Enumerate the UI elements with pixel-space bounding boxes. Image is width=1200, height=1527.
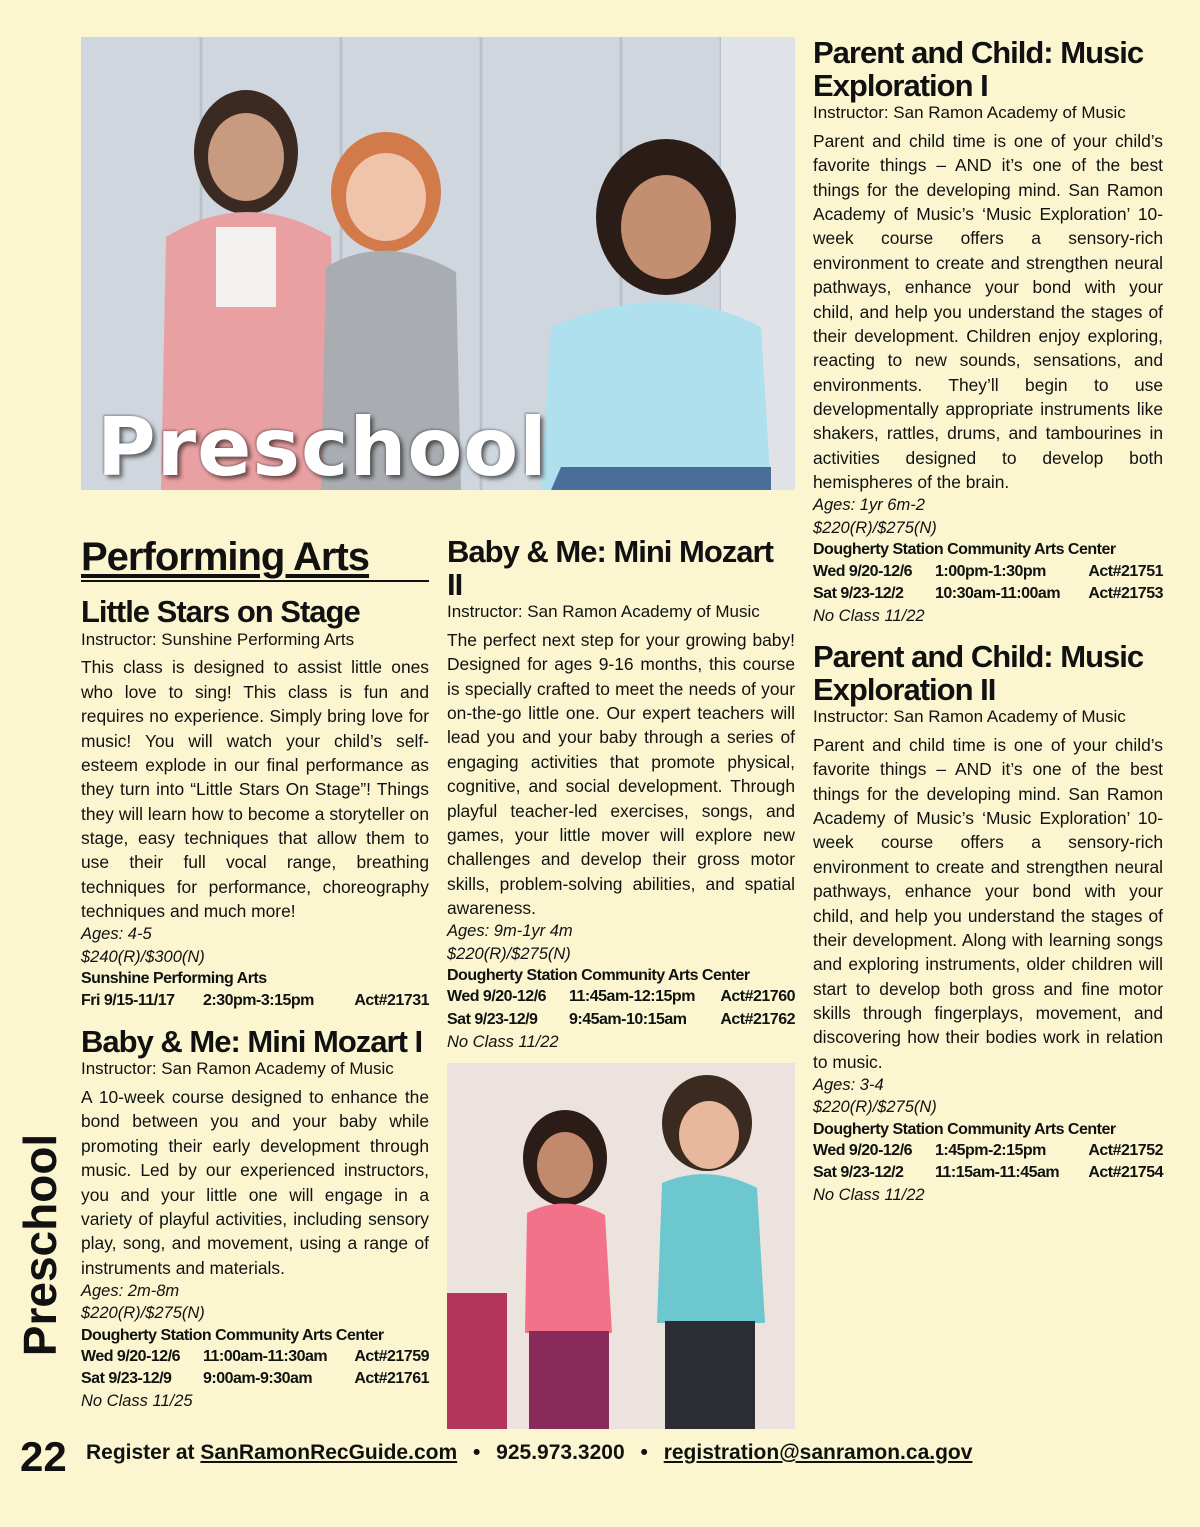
schedule-time: 11:45am-12:15pm [569,988,695,1006]
section-title: Performing Arts [81,536,429,582]
schedule-activity-number: Act#21752 [1088,1142,1163,1160]
schedule-activity-number: Act#21761 [354,1370,429,1388]
course-ages: Ages: 9m-1yr 4m [447,922,573,941]
course-mini-mozart-1 [81,1023,429,1413]
schedule-time: 11:15am-11:45am [935,1164,1060,1182]
schedule-activity-number: Act#21731 [354,991,429,1009]
course-note: No Class 11/22 [813,606,925,625]
left-column [81,536,429,1413]
schedule-time: 9:00am-9:30am [203,1370,313,1388]
footer-email-link[interactable]: registration@sanramon.ca.gov [663,1441,973,1464]
course-title: Baby & Me: Mini Mozart I [81,1023,423,1059]
course-ages: Ages: 3-4 [813,1076,884,1095]
schedule-row [447,1009,795,1031]
schedule-time: 11:00am-11:30am [203,1348,328,1366]
schedule-activity-number: Act#21754 [1088,1164,1163,1182]
course-music-exploration-2 [813,638,1163,1207]
schedule-row [81,1368,429,1390]
course-instructor: Instructor: San Ramon Academy of Music [81,1059,394,1079]
course-description: Parent and child time is one of your child’s favorite things – AND it’s one of the best things for the developing mind. San Ramon Academy of Music’s ‘Music Exploration’ 10-week course offers a sensory-rich environment to create and strengthen neural pathways, enhance your bond with your child, and help you understand the stages of their development. Children enjoy exploring, reacting to new sounds, sensations, and environments. They’ll begin to use developmentally appropriate instruments like shakers, rattles, drums, and tambourines in activities designed to develop both hemispheres of the brain. [813,131,1163,493]
course-title: Parent and Child: Music Exploration II [813,638,1144,707]
course-instructor: Instructor: Sunshine Performing Arts [81,629,355,649]
schedule-time: 1:45pm-2:15pm [935,1142,1046,1160]
schedule-time: 9:45am-10:15am [569,1010,687,1028]
footer-bullet: • [472,1441,481,1464]
course-little-stars [81,596,429,1012]
schedule-activity-number: Act#21760 [720,988,795,1006]
schedule-time: 1:00pm-1:30pm [935,562,1046,580]
course-fee: $220(R)/$275(N) [813,518,937,537]
schedule-time: 10:30am-11:00am [935,584,1061,602]
schedule-activity-number: Act#21753 [1088,584,1163,602]
course-instructor: Instructor: San Ramon Academy of Music [813,103,1126,123]
course-note: No Class 11/25 [81,1392,193,1411]
course-ages: Ages: 4-5 [81,925,152,944]
course-description: A 10-week course designed to enhance the bond between you and your baby while promoting their early development through music. Led by our experienced instructors, you and your little one will engage in a variety of playful activities, including sensory play, song, and movement, using a range of instruments and materials. [81,1087,429,1278]
footer [86,1441,972,1465]
schedule-dates: Wed 9/20-12/6 [447,988,547,1006]
course-venue: Sunshine Performing Arts [81,969,267,987]
schedule-activity-number: Act#21759 [354,1348,429,1366]
right-column [813,37,1163,1207]
course-venue: Dougherty Station Community Arts Center [813,1120,1116,1138]
course-instructor: Instructor: San Ramon Academy of Music [813,707,1126,727]
schedule-dates: Sat 9/23-12/9 [81,1370,172,1388]
side-label-text: Preschool [14,1133,66,1357]
schedule-row [813,583,1163,605]
gymnastics-photo-illustration [447,1063,795,1429]
course-description: Parent and child time is one of your child’s favorite things – AND it’s one of the best things for the developing mind. San Ramon Academy of Music’s ‘Music Exploration’ 10-week course offers a sensory-rich environment to create and strengthen neural pathways, enhance your bond with your child, and help you understand the stages of their development. Along with learning songs and exploring instruments, older children will start to develop both gross and fine motor skills through fingerplays, movement, and discovering how their bodies work in relation to music. [813,735,1163,1072]
photo-caption: Preschool [97,401,548,490]
course-venue: Dougherty Station Community Arts Center [81,1326,384,1344]
course-music-exploration-1 [813,37,1163,627]
course-ages: Ages: 1yr 6m-2 [813,496,925,515]
footer-phone: 925.973.3200 [496,1441,625,1464]
schedule-dates: Sat 9/23-12/2 [813,1164,904,1182]
course-venue: Dougherty Station Community Arts Center [813,540,1116,558]
footer-bullet: • [640,1441,648,1464]
schedule-dates: Fri 9/15-11/17 [81,991,175,1009]
course-title: Little Stars on Stage [81,594,360,629]
course-fee: $240(R)/$300(N) [81,947,205,966]
hero-photo [81,37,795,490]
gymnastics-photo [447,1063,795,1429]
side-section-label [14,1133,66,1357]
course-instructor: Instructor: San Ramon Academy of Music [447,602,760,622]
schedule-dates: Sat 9/23-12/9 [447,1010,538,1028]
middle-column [447,536,795,1053]
course-mini-mozart-2 [447,536,795,1053]
course-ages: Ages: 2m-8m [81,1282,180,1300]
schedule-row [813,1162,1163,1184]
schedule-time: 2:30pm-3:15pm [203,991,314,1009]
course-title: Baby & Me: Mini Mozart II [447,534,773,602]
course-description: The perfect next step for your growing baby! Designed for ages 9-16 months, this course is specially crafted to meet the needs of your on-the-go little one. Our expert teachers will lead you and your baby through a series of engaging activities that promote physical, cognitive, and social development. Through playful teacher-led exercises, songs, and games, your little mover will explore new challenges and develop their gross motor skills, problem-solving abilities, and spatial awareness. [447,630,795,918]
course-venue: Dougherty Station Community Arts Center [447,966,750,984]
footer-prefix: Register at [86,1441,195,1464]
schedule-row [447,986,795,1008]
course-note: No Class 11/22 [813,1186,925,1205]
schedule-row [813,1140,1163,1162]
schedule-dates: Wed 9/20-12/6 [813,1142,913,1160]
schedule-dates: Wed 9/20-12/6 [81,1348,181,1366]
course-note: No Class 11/22 [447,1032,559,1051]
course-fee: $220(R)/$275(N) [81,1304,205,1323]
schedule-activity-number: Act#21751 [1088,562,1163,580]
course-fee: $220(R)/$275(N) [447,944,571,963]
course-description: This class is designed to assist little ones who love to sing! This class is fun and requires no experience. Simply bring love for music! You will watch your child’s self-esteem explode in our final performance as they turn into “Little Stars On Stage”! Things they will learn how to become a storyteller on stage, easy techniques that allow them to use their full vocal range, breathing techniques for performance, choreography techniques and much more! [81,657,429,922]
footer-website-link[interactable]: SanRamonRecGuide.com [200,1441,458,1464]
schedule-dates: Sat 9/23-12/2 [813,584,904,602]
schedule-row [813,561,1163,583]
schedule-activity-number: Act#21762 [720,1010,795,1028]
course-title: Parent and Child: Music Exploration I [813,35,1144,103]
schedule-row [81,990,429,1012]
schedule-dates: Wed 9/20-12/6 [813,562,913,580]
course-fee: $220(R)/$275(N) [813,1098,937,1117]
page-number: 22 [20,1433,67,1480]
schedule-row [81,1346,429,1368]
